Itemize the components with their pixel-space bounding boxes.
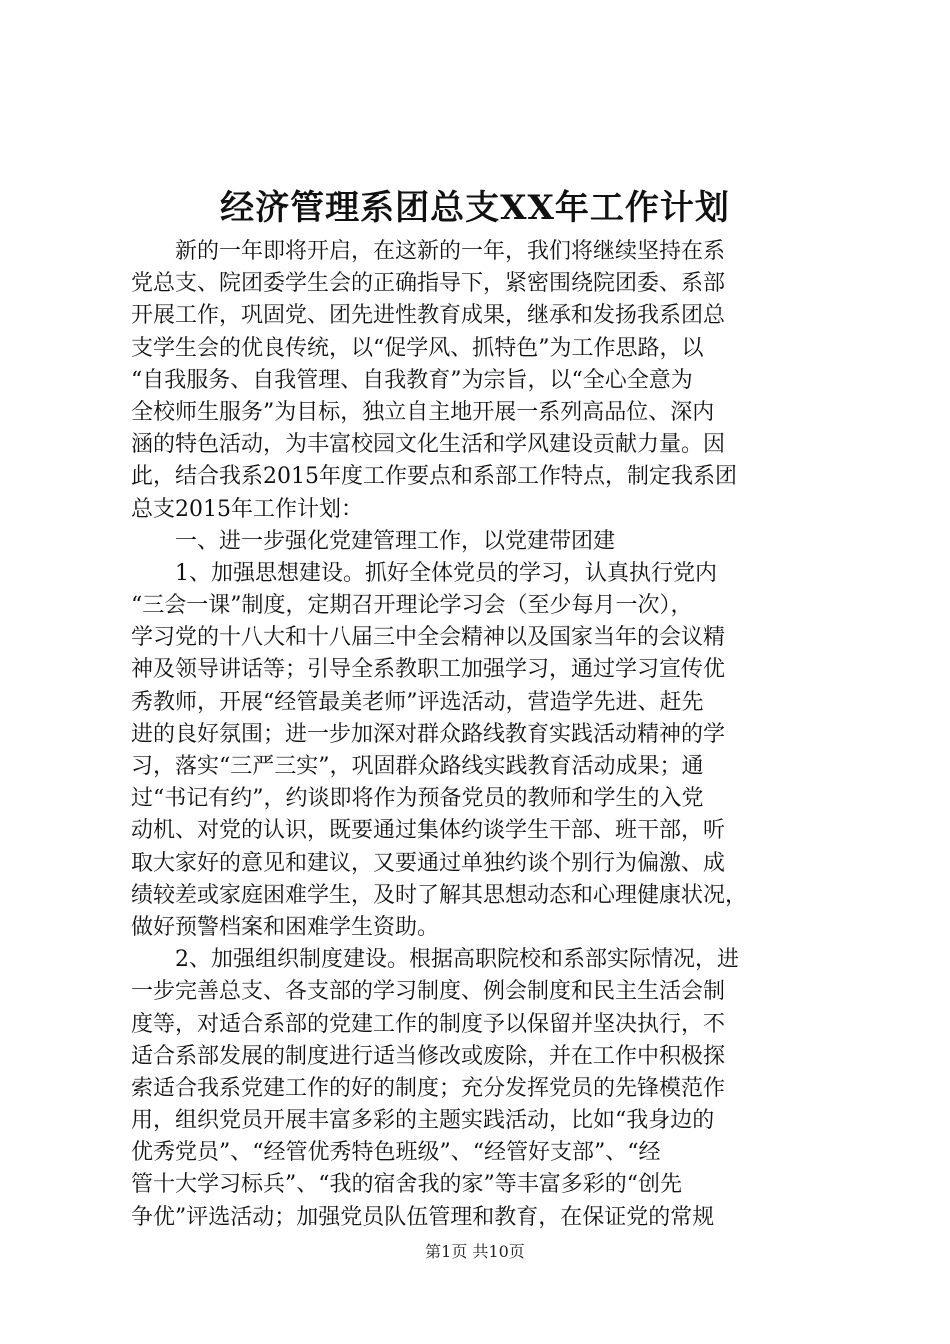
document-title: 经济管理系团总支XX年工作计划 bbox=[220, 188, 730, 228]
body-line: “自我服务、自我管理、自我教育”为宗旨，以“全心全意为 bbox=[131, 367, 693, 393]
body-line: 做好预警档案和困难学生资助。 bbox=[131, 914, 440, 940]
body-line: 党总支、院团委学生会的正确指导下，紧密围绕院团委、系部 bbox=[131, 271, 726, 297]
body-line: 学习党的十八大和十八届三中全会精神以及国家当年的会议精 bbox=[131, 625, 726, 651]
body-line: 适合系部发展的制度进行适当修改或废除，并在工作中积极探 bbox=[131, 1043, 726, 1069]
body-line: 全校师生服务”为目标，独立自主地开展一系列高品位、深内 bbox=[131, 399, 715, 425]
body-line: 开展工作，巩固党、团先进性教育成果，继承和发扬我系团总 bbox=[131, 303, 726, 329]
body-line: “三会一课”制度，定期召开理论学习会（至少每月一次）， bbox=[131, 593, 693, 619]
body-line: 神及领导讲话等；引导全系教职工加强学习，通过学习宣传优 bbox=[131, 657, 726, 683]
page-footer: 第1页 共10页 bbox=[425, 1242, 525, 1261]
body-line: 进的良好氛围；进一步加深对群众路线教育实践活动精神的学 bbox=[131, 721, 726, 747]
body-line: 争优”评选活动；加强党员队伍管理和教育，在保证党的常规 bbox=[131, 1204, 715, 1230]
body-line: 动机、对党的认识，既要通过集体约谈学生干部、班干部，听 bbox=[131, 818, 726, 844]
body-line: 习，落实“三严三实”，巩固群众路线实践教育活动成果；通 bbox=[131, 754, 704, 779]
body-line: 1、加强思想建设。抓好全体党员的学习，认真执行党内 bbox=[131, 560, 717, 586]
document-body bbox=[131, 236, 831, 1234]
body-line: 总支2015年工作计划： bbox=[131, 496, 363, 522]
body-line: 过“书记有约”，约谈即将作为预备党员的教师和学生的入党 bbox=[131, 786, 704, 812]
body-line: 涵的特色活动，为丰富校园文化生活和学风建设贡献力量。因 bbox=[131, 432, 726, 458]
body-line: 度等，对适合系部的党建工作的制度予以保留并坚决执行，不 bbox=[131, 1011, 726, 1037]
body-line: 2、加强组织制度建设。根据高职院校和系部实际情况，进 bbox=[131, 947, 739, 973]
body-line: 取大家好的意见和建议，又要通过单独约谈个别行为偏激、成 bbox=[131, 850, 726, 876]
body-line: 用，组织党员开展丰富多彩的主题实践活动，比如“我身边的 bbox=[131, 1108, 715, 1134]
body-line: 绩较差或家庭困难学生，及时了解其思想动态和心理健康状况， bbox=[131, 882, 748, 908]
body-line: 此，结合我系2015年度工作要点和系部工作特点，制定我系团 bbox=[131, 464, 737, 490]
body-line: 秀教师，开展“经管最美老师”评选活动，营造学先进、赶先 bbox=[131, 689, 704, 715]
body-line: 支学生会的优良传统，以“促学风、抓特色”为工作思路，以 bbox=[131, 335, 704, 361]
body-line: 新的一年即将开启，在这新的一年，我们将继续坚持在系 bbox=[131, 239, 726, 264]
body-line: 索适合我系党建工作的好的制度；充分发挥党员的先锋模范作 bbox=[131, 1075, 726, 1101]
body-line: 优秀党员”、“经管优秀特色班级”、“经管好支部”、“经 bbox=[131, 1140, 661, 1166]
body-line: 管十大学习标兵”、“我的宿舍我的家”等丰富多彩的“创先 bbox=[131, 1172, 682, 1198]
body-line: 一、进一步强化党建管理工作，以党建带团建 bbox=[131, 528, 616, 554]
body-line: 一步完善总支、各支部的学习制度、例会制度和民主生活会制 bbox=[131, 979, 726, 1005]
